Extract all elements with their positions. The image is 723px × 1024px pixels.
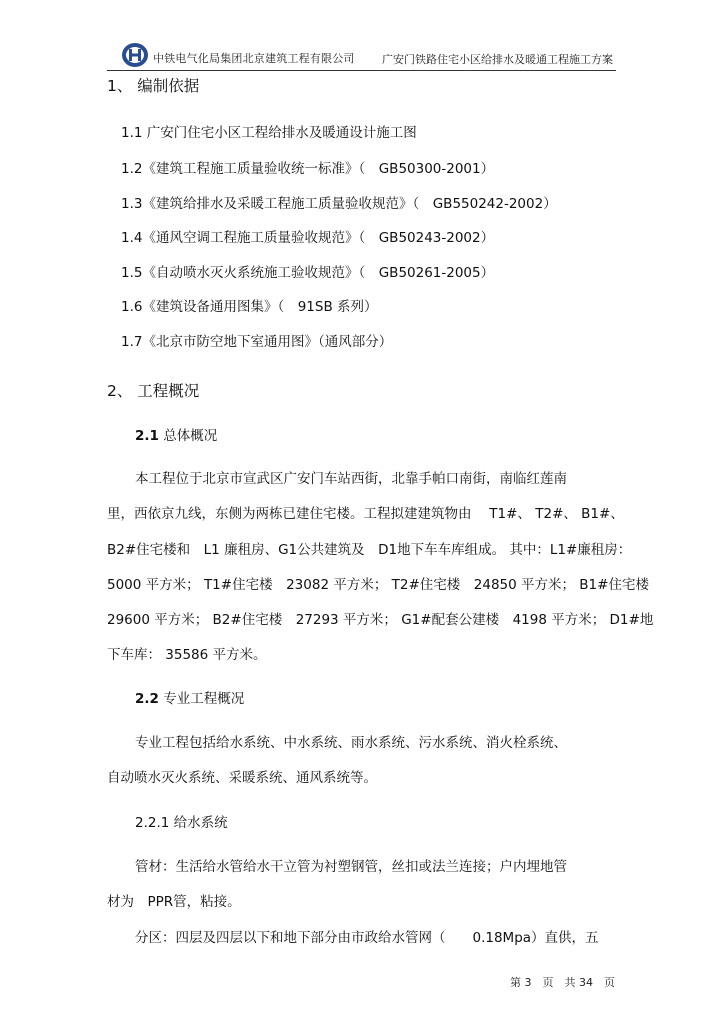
- basis-item: 1.3《建筑给排水及采暖工程施工质量验收规范》（ GB550242-2002）: [121, 196, 557, 212]
- paragraph-line: 里，西依京九线，东侧为两栋已建住宅楼。工程拟建建筑物由 T1#、 T2#、 B1#、: [107, 506, 624, 522]
- section-2-heading: 2、 工程概况: [107, 382, 200, 400]
- header-company-name: 中铁电气化局集团北京建筑工程有限公司: [153, 52, 355, 65]
- company-logo-icon: [121, 42, 149, 68]
- paragraph-line: B2#住宅楼和 L1 廉租房、G1公共建筑及 D1地下车车库组成。 其中：L1#廉租房：: [107, 542, 632, 558]
- paragraph-line: 下车库： 35586 平方米。: [107, 647, 267, 663]
- paragraph-line: 材为 PPR管，粘接。: [107, 894, 241, 910]
- subsection-2-2-1-heading: 2.2.1 给水系统: [135, 815, 228, 831]
- subsection-title: 专业工程概况: [158, 691, 245, 707]
- paragraph-line: 29600 平方米； B2#住宅楼 27293 平方米； G1#配套公建楼 4198 平方米； D1#地: [107, 612, 654, 628]
- paragraph-line: 5000 平方米； T1#住宅楼 23082 平方米； T2#住宅楼 24850 平方米； B1#住宅楼: [107, 577, 649, 593]
- subsection-number: 2.2: [135, 691, 159, 707]
- paragraph-line: 分区：四层及四层以下和地下部分由市政给水管网（ 0.18Mpa）直供，五: [135, 930, 599, 946]
- paragraph-line: 本工程位于北京市宣武区广安门车站西街，北靠手帕口南街，南临红莲南: [135, 471, 567, 487]
- basis-item: 1.1 广安门住宅小区工程给排水及暖通设计施工图: [121, 125, 417, 141]
- basis-item: 1.2《建筑工程施工质量验收统一标准》（ GB50300-2001）: [121, 161, 495, 177]
- basis-item: 1.4《通风空调工程施工质量验收规范》（ GB50243-2002）: [121, 230, 495, 246]
- basis-item: 1.7《北京市防空地下室通用图》（通风部分）: [121, 334, 393, 350]
- paragraph-line: 自动喷水灭火系统、采暖系统、通风系统等。: [107, 770, 377, 786]
- subsection-title: 总体概况: [158, 428, 218, 444]
- page-number: 第 3 页 共 34 页: [510, 976, 615, 989]
- subsection-2-2-heading: [135, 690, 244, 708]
- header-divider: [107, 70, 616, 71]
- paragraph-line: 管材：生活给水管给水干立管为衬塑钢管，丝扣或法兰连接；户内埋地管: [135, 859, 567, 875]
- paragraph-line: 专业工程包括给水系统、中水系统、雨水系统、污水系统、消火栓系统、: [135, 735, 567, 751]
- basis-item: 1.6《建筑设备通用图集》（ 91SB 系列）: [121, 299, 378, 315]
- header-project-title: 广安门铁路住宅小区给排水及暖通工程施工方案: [382, 53, 613, 66]
- basis-item: 1.5《自动喷水灭火系统施工验收规范》（ GB50261-2005）: [121, 265, 495, 281]
- subsection-2-1-heading: [135, 427, 217, 445]
- section-1-heading: 1、 编制依据: [107, 77, 200, 95]
- subsection-number: 2.1: [135, 428, 159, 444]
